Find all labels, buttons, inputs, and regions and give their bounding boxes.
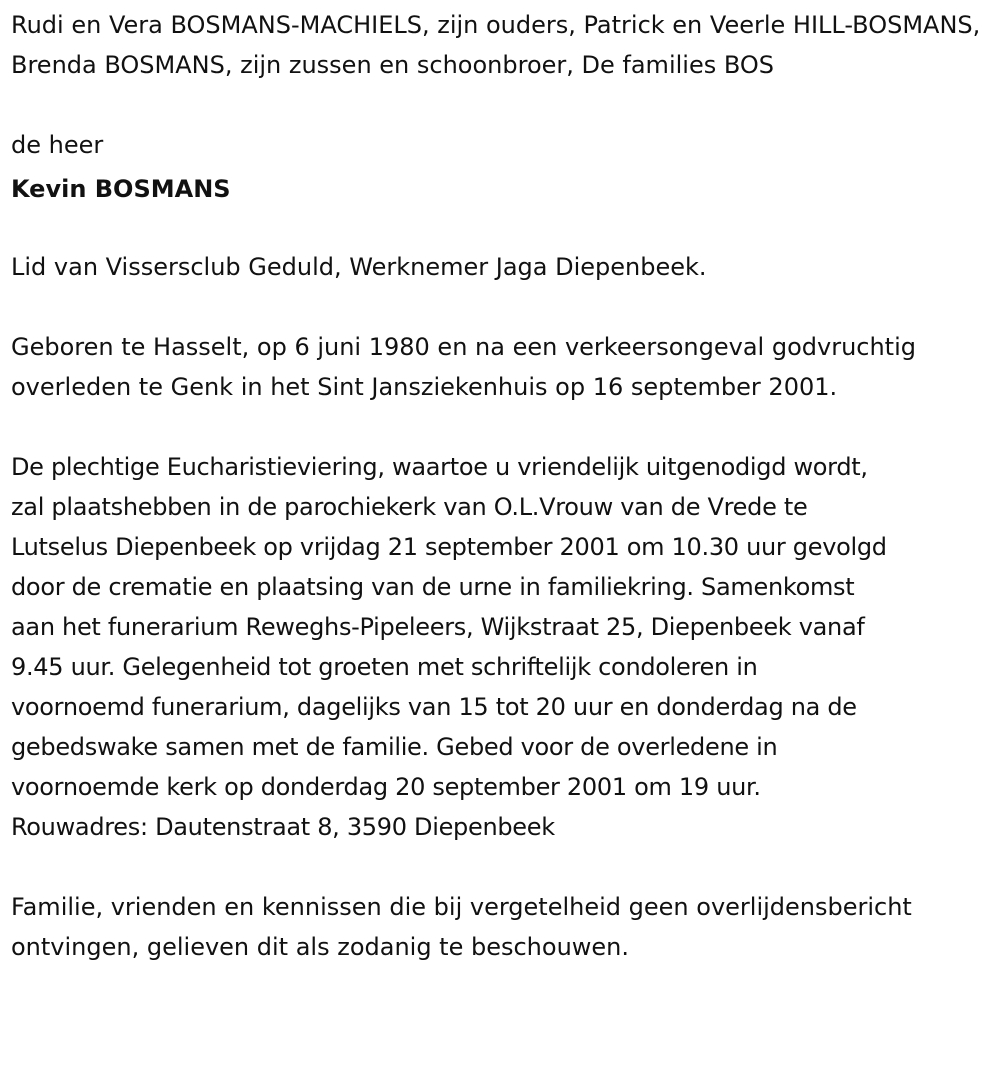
spacer bbox=[11, 847, 991, 887]
ceremony-line: 9.45 uur. Gelegenheid tot groeten met schriftelijk condoleren in bbox=[11, 653, 758, 681]
family-intro: Rudi en Vera BOSMANS-MACHIELS, zijn ouders, Patrick en Veerle HILL-BOSMANS, Brenda BOSMANS, zijn zussen en schoonbroer, De families BOS bbox=[11, 11, 981, 79]
birth-death: Geboren te Hasselt, op 6 juni 1980 en na een verkeersongeval godvruchtig overleden te Genk in het Sint Jansziekenhuis op 16 september 2001. bbox=[11, 333, 916, 401]
deceased-name: Kevin BOSMANS bbox=[11, 175, 231, 203]
mourning-address: Rouwadres: Dautenstraat 8, 3590 Diepenbeek bbox=[11, 813, 555, 841]
ceremony-details bbox=[11, 447, 991, 847]
spacer bbox=[11, 287, 991, 327]
ceremony-line: Lutselus Diepenbeek op vrijdag 21 september 2001 om 10.30 uur gevolgd bbox=[11, 533, 887, 561]
death-notice bbox=[11, 5, 991, 967]
spacer bbox=[11, 407, 991, 447]
ceremony-line: voornoemd funerarium, dagelijks van 15 tot 20 uur en donderdag na de bbox=[11, 693, 857, 721]
ceremony-line: aan het funerarium Reweghs-Pipeleers, Wijkstraat 25, Diepenbeek vanaf bbox=[11, 613, 865, 641]
closing-note: Familie, vrienden en kennissen die bij vergetelheid geen overlijdensbericht ontvingen, gelieven dit als zodanig te beschouwen. bbox=[11, 893, 912, 961]
ceremony-line: zal plaatshebben in de parochiekerk van O.L.Vrouw van de Vrede te bbox=[11, 493, 808, 521]
spacer bbox=[11, 85, 991, 125]
ceremony-line: door de crematie en plaatsing van de urne in familiekring. Samenkomst bbox=[11, 573, 855, 601]
ceremony-line: gebedswake samen met de familie. Gebed voor de overledene in bbox=[11, 733, 778, 761]
ceremony-line: voornoemde kerk op donderdag 20 september 2001 om 19 uur. bbox=[11, 773, 761, 801]
ceremony-line: De plechtige Eucharistieviering, waartoe u vriendelijk uitgenodigd wordt, bbox=[11, 453, 868, 481]
title-prefix: de heer bbox=[11, 131, 104, 159]
spacer bbox=[11, 213, 991, 247]
membership: Lid van Vissersclub Geduld, Werknemer Jaga Diepenbeek. bbox=[11, 253, 707, 281]
